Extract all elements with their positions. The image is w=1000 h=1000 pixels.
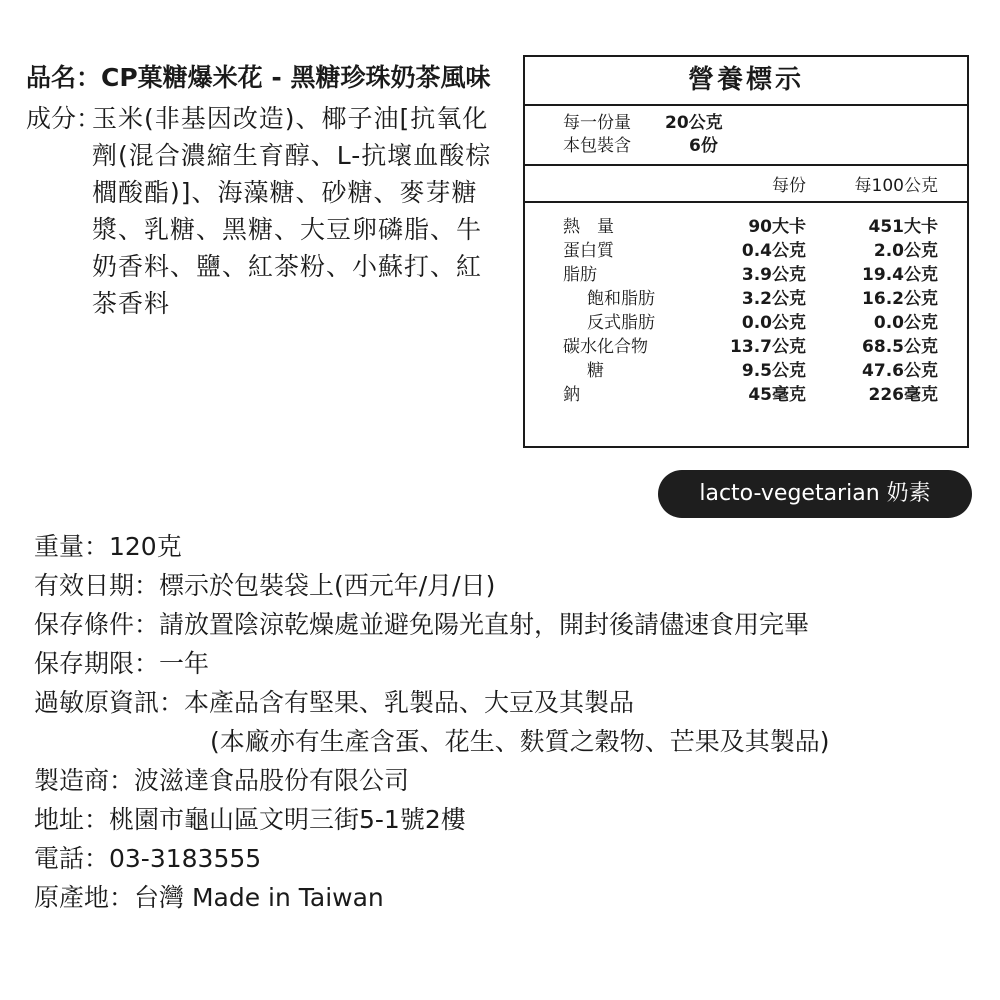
- column-per-100g: 每100公克: [854, 176, 938, 196]
- nutrient-name: 脂肪: [563, 265, 597, 285]
- nutrition-column-headers: [525, 166, 967, 203]
- nutrient-per-serving: 45毫克: [748, 385, 806, 405]
- nutrient-name: 熱 量: [563, 217, 614, 237]
- nutrient-per-serving: 3.9公克: [741, 265, 806, 285]
- address-line: 地址：桃園市龜山區文明三街5-1號2樓: [34, 805, 466, 834]
- nutrition-row: [525, 359, 967, 383]
- nutrition-rows: [525, 203, 967, 407]
- nutrition-row: [525, 287, 967, 311]
- lacto-vegetarian-badge: lacto-vegetarian 奶素: [658, 470, 972, 518]
- nutrient-per-100g: 2.0公克: [873, 241, 938, 261]
- nutrient-per-100g: 226毫克: [868, 385, 938, 405]
- expiry-line: 有效日期：標示於包裝袋上(西元年/月/日): [34, 571, 496, 600]
- product-info-block: [34, 527, 830, 917]
- nutrition-facts-table: [523, 55, 969, 448]
- nutrition-row: [525, 383, 967, 407]
- nutrient-per-serving: 13.7公克: [730, 337, 806, 357]
- nutrition-row: [525, 215, 967, 239]
- nutrient-per-100g: 19.4公克: [862, 265, 938, 285]
- nutrient-per-serving: 3.2公克: [741, 289, 806, 309]
- manufacturer-line: 製造商：波滋達食品股份有限公司: [34, 766, 410, 795]
- column-per-serving: 每份: [772, 176, 806, 196]
- nutrient-name: 飽和脂肪: [587, 289, 655, 309]
- allergen-line: 過敏原資訊：本產品含有堅果、乳製品、大豆及其製品: [34, 688, 635, 717]
- nutrient-name: 蛋白質: [563, 241, 614, 261]
- nutrient-per-serving: 9.5公克: [741, 361, 806, 381]
- servings-value: 6份: [689, 136, 718, 156]
- nutrient-per-100g: 16.2公克: [862, 289, 938, 309]
- origin-line: 原產地：台灣 Made in Taiwan: [34, 883, 384, 912]
- weight-line: 重量：120克: [34, 532, 182, 561]
- nutrient-name: 反式脂肪: [587, 313, 655, 333]
- serving-info: [525, 106, 967, 166]
- ingredients-text: 玉米(非基因改造)、椰子油[抗氧化劑(混合濃縮生育醇、L-抗壞血酸棕櫚酸酯)]、海藻糖、砂糖、麥芽糖漿、乳糖、黑糖、大豆卵磷脂、牛奶香料、鹽、紅茶粉、小蘇打、紅茶香料: [92, 104, 492, 318]
- shelf-life-line: 保存期限：一年: [34, 649, 210, 678]
- nutrient-per-100g: 0.0公克: [873, 313, 938, 333]
- nutrient-name: 鈉: [563, 385, 580, 405]
- nutrient-per-100g: 47.6公克: [862, 361, 938, 381]
- nutrient-per-100g: 68.5公克: [862, 337, 938, 357]
- nutrition-title: 營養標示: [525, 57, 967, 106]
- nutrient-per-100g: 451大卡: [868, 217, 938, 237]
- nutrient-name: 糖: [587, 361, 604, 381]
- ingredients-label: 成分：: [26, 104, 102, 133]
- storage-line: 保存條件：請放置陰涼乾燥處並避免陽光直射，開封後請儘速食用完畢: [34, 610, 810, 639]
- nutrition-row: [525, 239, 967, 263]
- product-name: 品名：CP菓糖爆米花 - 黑糖珍珠奶茶風味: [26, 63, 491, 92]
- nutrition-row: [525, 263, 967, 287]
- nutrition-row: [525, 335, 967, 359]
- allergen-continuation-line: (本廠亦有生產含蛋、花生、麩質之穀物、芒果及其製品): [210, 727, 830, 756]
- phone-line: 電話：03-3183555: [34, 844, 262, 873]
- nutrient-per-serving: 0.4公克: [741, 241, 806, 261]
- serving-size-value: 20公克: [665, 113, 723, 133]
- nutrition-row: [525, 311, 967, 335]
- ingredients-block: [26, 100, 506, 322]
- serving-size-label: 每一份量: [563, 113, 631, 133]
- nutrient-per-serving: 90大卡: [748, 217, 806, 237]
- nutrient-name: 碳水化合物: [563, 337, 648, 357]
- servings-label: 本包裝含: [563, 136, 631, 156]
- nutrient-per-serving: 0.0公克: [741, 313, 806, 333]
